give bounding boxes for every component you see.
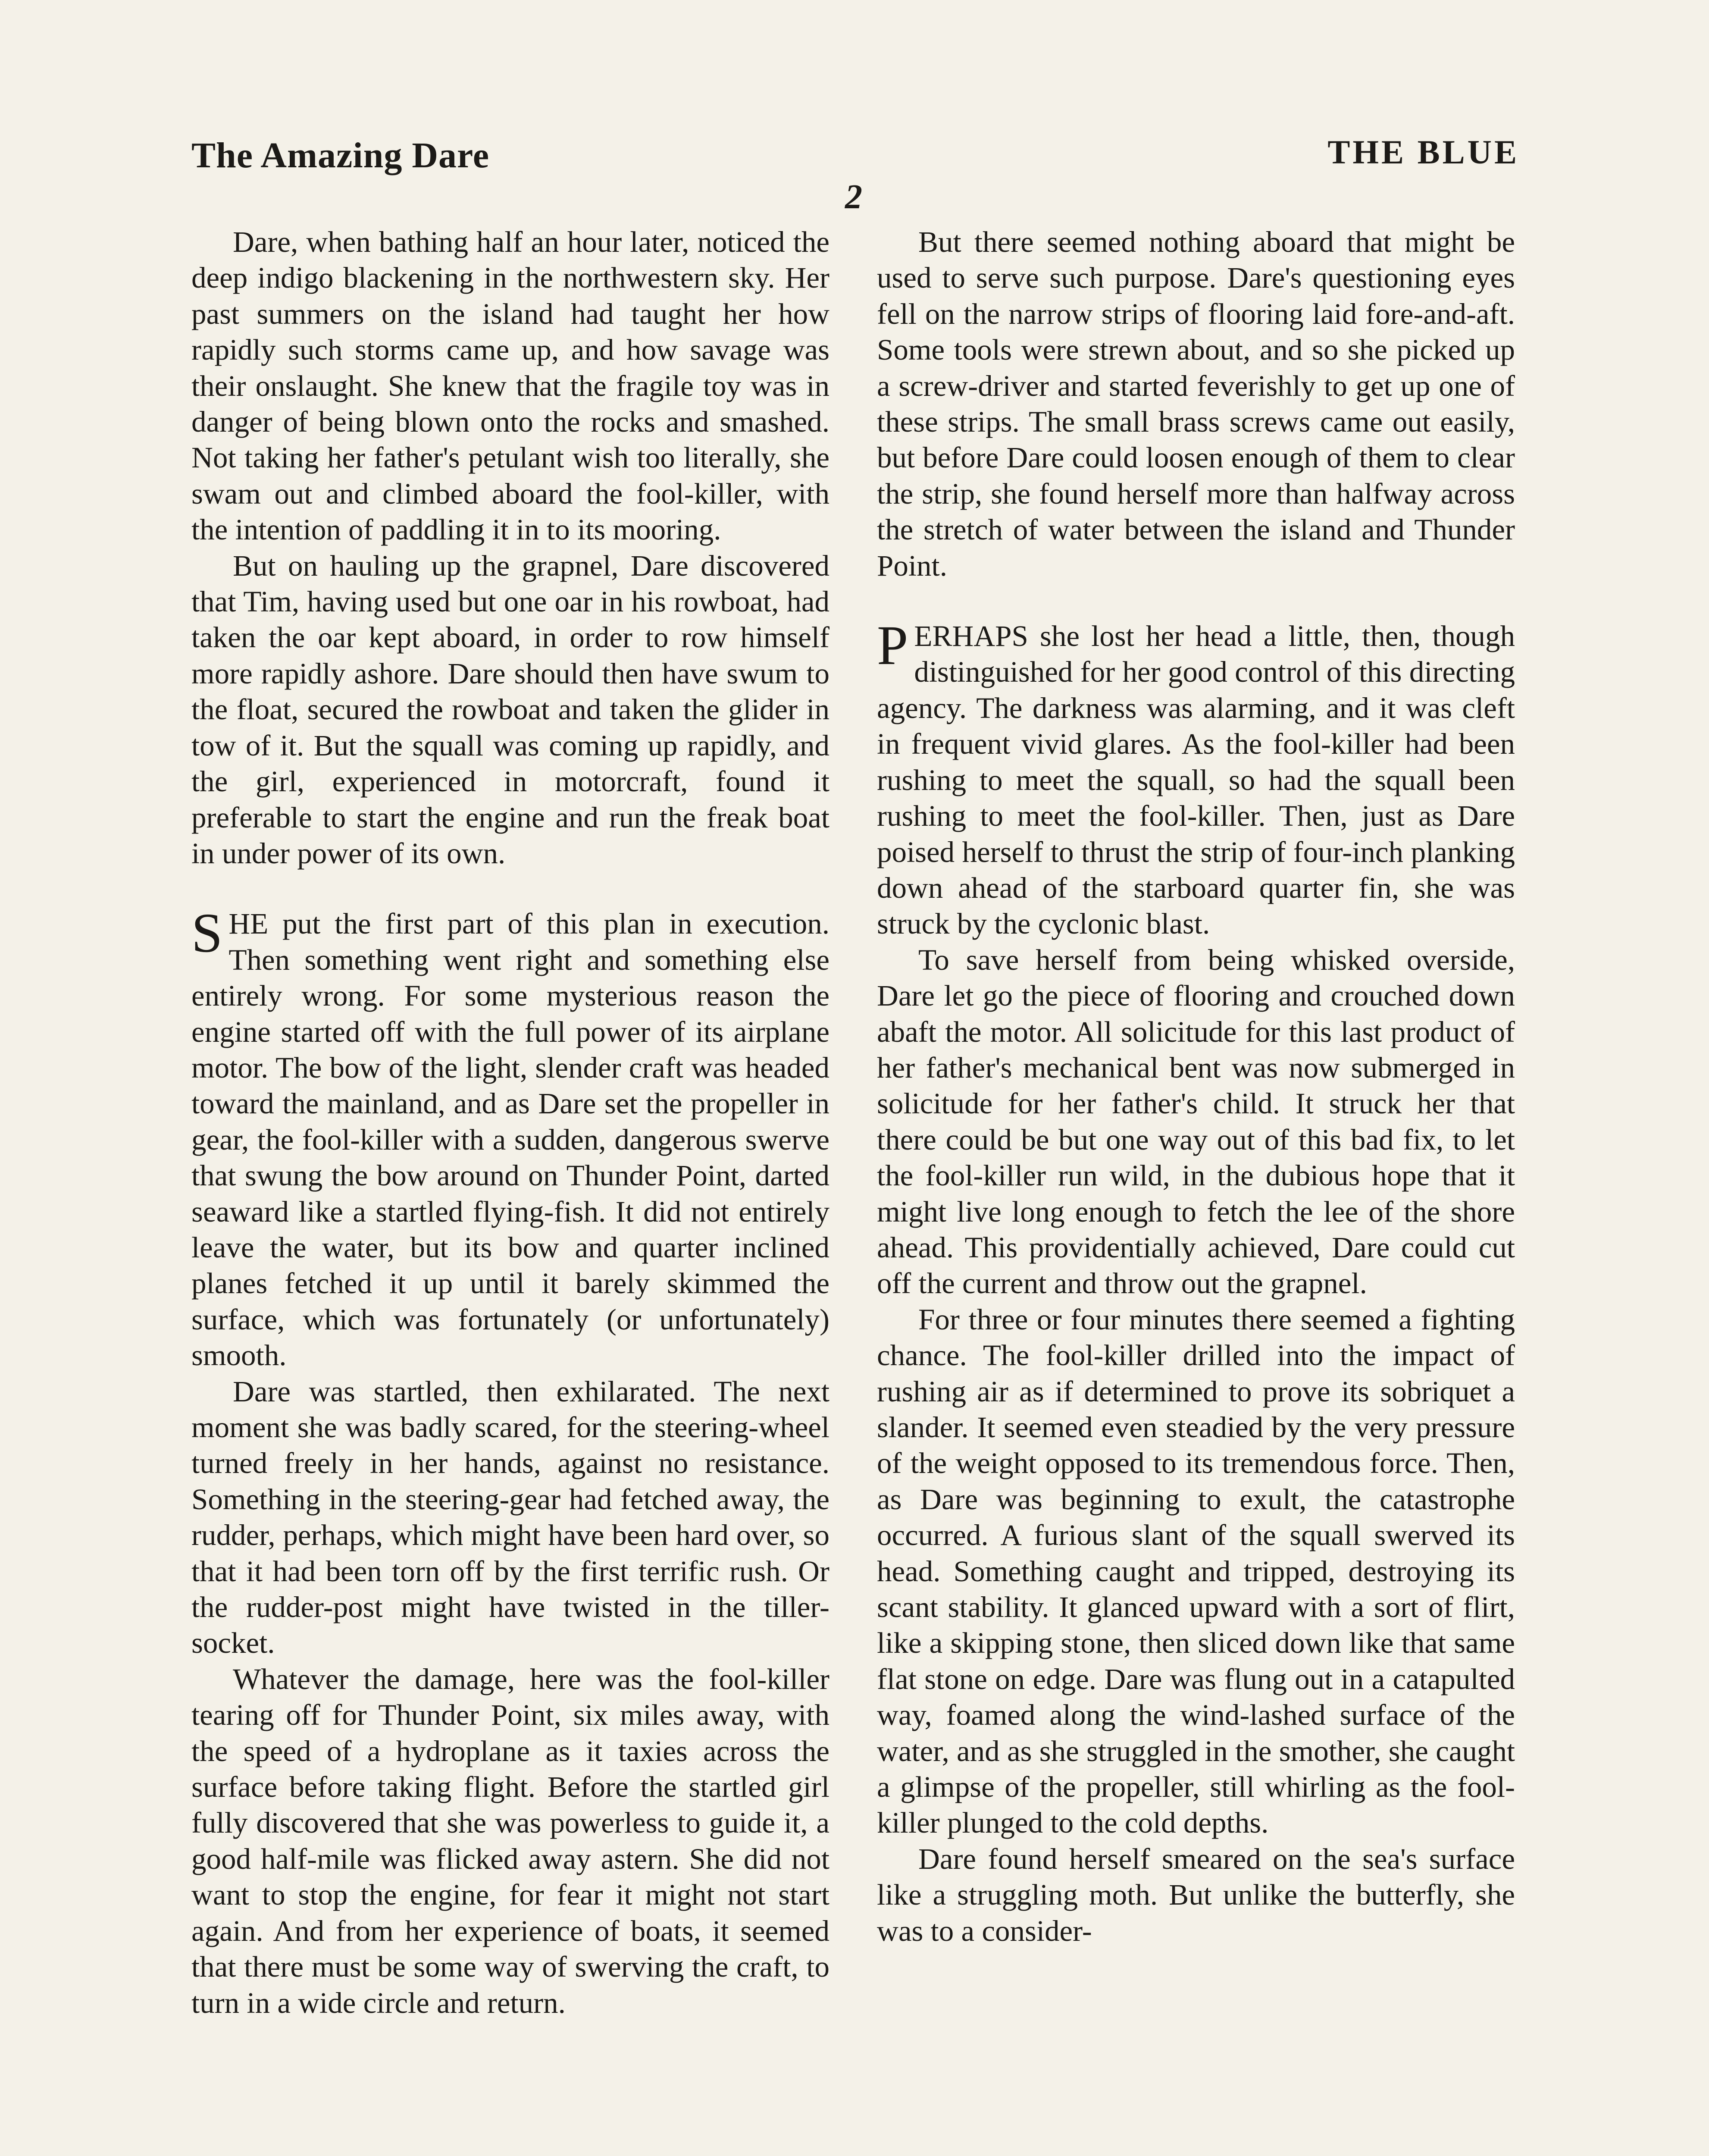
- paragraph-with-initial: [191, 902, 829, 1373]
- paragraph: For three or four minutes there seemed a fighting chance. The fool-killer drilled into the impact of rushing air as if determined to prove its sobriquet a slander. It seemed even steadied by the very pressure of the weight opposed to its tremendous force. Then, as Dare was beginning to exult, the catastrophe occurred. A furious slant of the squall swerved its head. Something caught and tripped, destroying its scant stability. It glanced upward with a sort of flirt, like a skipping stone, then sliced down like that same flat stone on edge. Dare was flung out in a catapulted way, foamed along the wind-lashed surface of the water, and as she struggled in the smother, she caught a glimpse of the propeller, still whirling as the fool-killer plunged to the cold depths.: [877, 1303, 1515, 1839]
- paragraph: To save herself from being whisked overside, Dare let go the piece of flooring and crouched down abaft the motor. All solicitude for this last product of her father's mechanical bent was now submerged in solicitude for her father's child. It struck her that there could be but one way out of this bad fix, to let the fool-killer run wild, in the dubious hope that it might live long enough to fetch the lee of the shore ahead. This providentially achieved, Dare could cut off the current and throw out the grapnel.: [877, 943, 1515, 1300]
- drop-cap-initial: S: [191, 902, 223, 965]
- page-number: 2: [845, 178, 862, 216]
- drop-cap-initial: P: [877, 614, 908, 677]
- paragraph: But on hauling up the grapnel, Dare discovered that Tim, having used but one oar in his rowboat, had taken the oar kept aboard, in order to row himself more rapidly ashore. Dare should then have swum to the float, secured the rowboat and taken the glider in tow of it. But the squall was coming up rapidly, and the girl, experienced in motorcraft, found it preferable to start the engine and run the freak boat in under power of its own.: [191, 549, 829, 870]
- paragraph: But there seemed nothing aboard that might be used to serve such purpose. Dare's questioning eyes fell on the narrow strips of flooring laid fore-and-aft. Some tools were strewn about, and so she picked up a screw-driver and started feverishly to get up one of these strips. The small brass screws came out easily, but before Dare could loosen enough of them to clear the strip, she found herself more than halfway across the stretch of water between the island and Thunder Point.: [877, 226, 1515, 582]
- paragraph: Whatever the damage, here was the fool-killer tearing off for Thunder Point, six miles away, with the speed of a hydroplane as it taxies across the surface before taking flight. Before the startled girl fully discovered that she was powerless to guide it, a good half-mile was flicked away astern. She did not want to stop the engine, for fear it might not start again. And from her experience of boats, it seemed that there must be some way of swerving the craft, to turn in a wide circle and return.: [191, 1662, 829, 2019]
- right-text-column: [877, 224, 1515, 1949]
- paragraph-with-initial: [877, 614, 1515, 942]
- paragraph: Dare found herself smeared on the sea's surface like a struggling moth. But unlike the butterfly, she was to a consider-: [877, 1842, 1515, 1947]
- paragraph-text: HE put the first part of this plan in execution. Then something went right and something else entirely wrong. For some mysterious reason the engine started off with the full power of its airplane motor. The bow of the light, slender craft was headed toward the mainland, and as Dare set the propeller in gear, the fool-killer with a sudden, dangerous swerve that swung the bow around on Thunder Point, darted seaward like a startled flying-fish. It did not entirely leave the water, but its bow and quarter inclined planes fetched it up until it barely skimmed the surface, which was fortunately (or unfortunately) smooth.: [191, 907, 829, 1372]
- left-text-column: [191, 224, 829, 2021]
- paragraph: Dare was startled, then exhilarated. The next moment she was badly scared, for the steering-wheel turned freely in her hands, against no resistance. Something in the steering-gear had fetched away, the rudder, perhaps, which might have been hard over, so that it had been torn off by the first terrific rush. Or the rudder-post might have twisted in the tiller-socket.: [191, 1375, 829, 1660]
- paragraph-text: ERHAPS she lost her head a little, then, though distinguished for her good control of this directing agency. The darkness was alarming, and it was cleft in frequent vivid glares. As the fool-killer had been rushing to meet the squall, so had the squall been rushing to meet the fool-killer. Then, just as Dare poised herself to thrust the strip of four-inch planking down ahead of the starboard quarter fin, she was struck by the cyclonic blast.: [877, 620, 1515, 940]
- running-title: The Amazing Dare: [191, 135, 490, 175]
- paragraph: Dare, when bathing half an hour later, noticed the deep indigo blackening in the northwestern sky. Her past summers on the island had taught her how rapidly such storms came up, and how savage was their onslaught. She knew that the fragile toy was in danger of being blown onto the rocks and smashed. Not taking her father's petulant wish too literally, she swam out and climbed aboard the fool-killer, with the intention of paddling it in to its mooring.: [191, 226, 829, 546]
- magazine-title: THE BLUE: [1327, 133, 1519, 171]
